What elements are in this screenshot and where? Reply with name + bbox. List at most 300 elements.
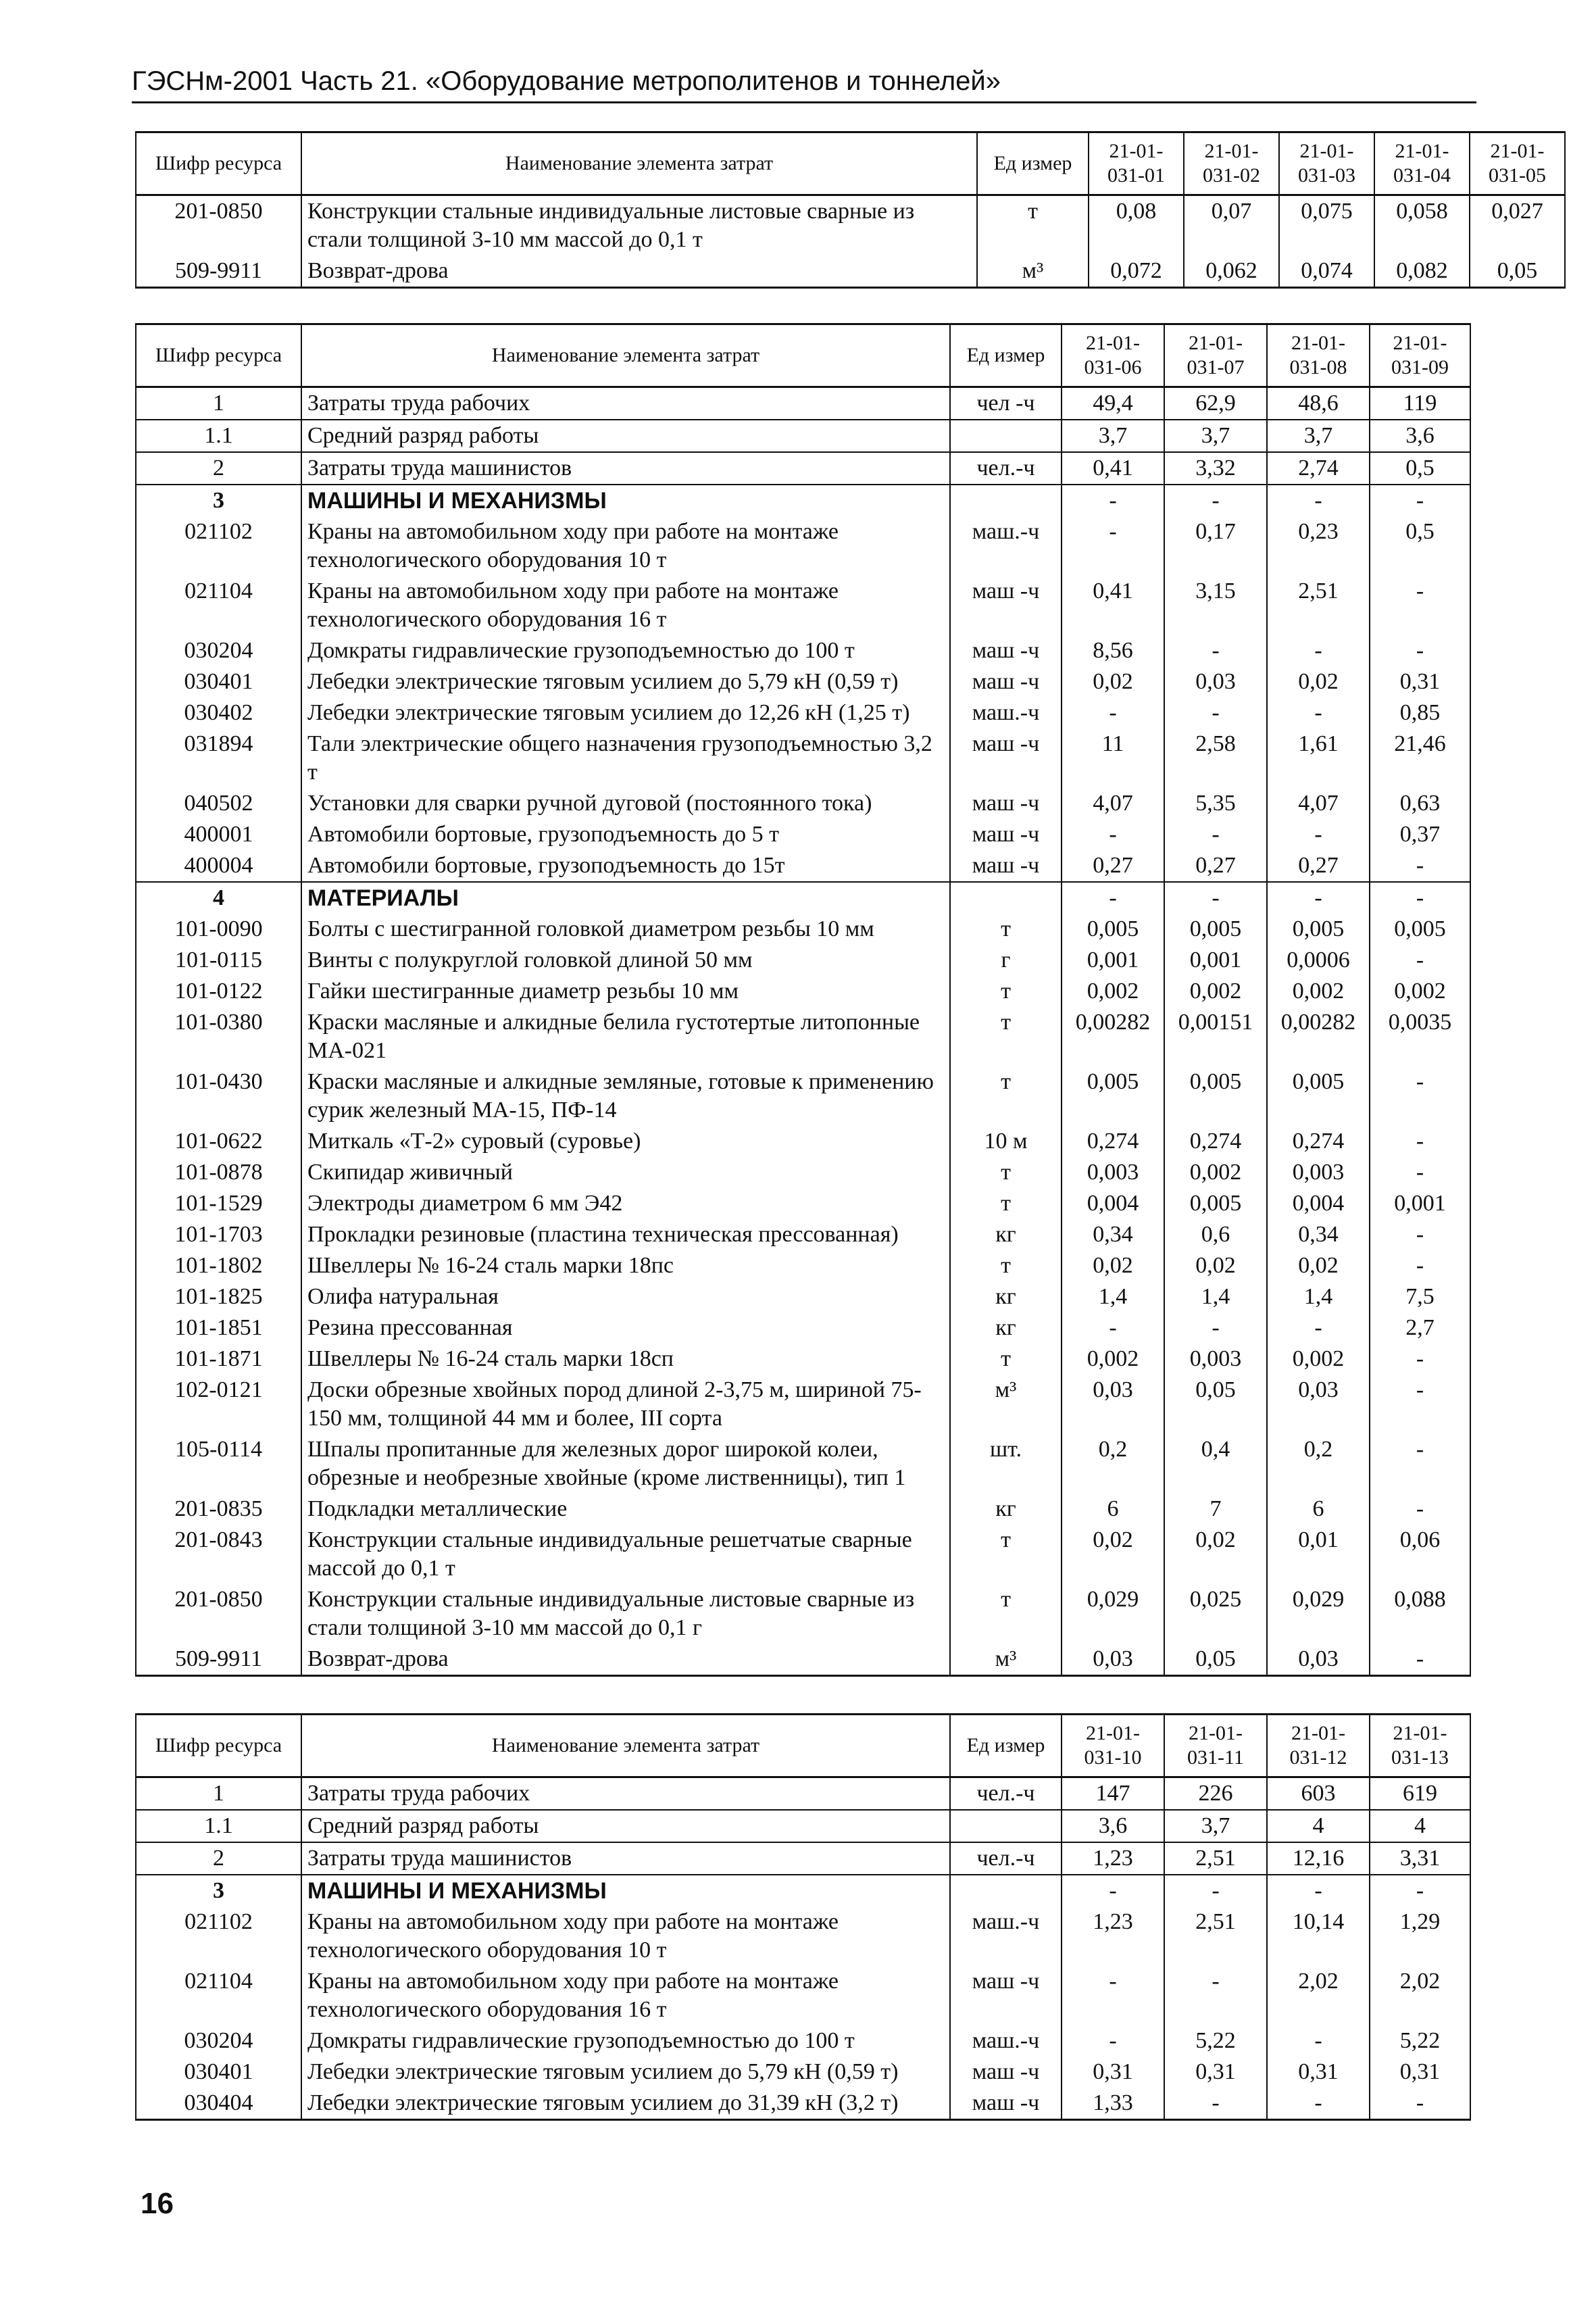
row-value: 0,6 (1164, 1219, 1267, 1250)
row-unit (950, 1810, 1062, 1842)
table-row (136, 1777, 1470, 1811)
row-unit: т (950, 1584, 1062, 1644)
row-value: 0,005 (1164, 1188, 1267, 1219)
table-row (136, 666, 1470, 697)
row-value: 0,001 (1370, 1188, 1470, 1219)
row-name: Лебедки электрические тяговым усилием до 12,26 кН (1,25 т) (301, 697, 950, 729)
row-value: - (1370, 1219, 1470, 1250)
row-code: 509-9911 (136, 255, 301, 288)
row-value: - (1062, 485, 1164, 516)
row-value: 21,46 (1370, 729, 1470, 788)
row-code: 201-0850 (136, 1584, 301, 1644)
row-value: 3,7 (1062, 420, 1164, 452)
row-name: Возврат-дрова (301, 1644, 950, 1676)
table-row (136, 1066, 1470, 1126)
header-unit: Ед измер (950, 1715, 1062, 1777)
table-row (136, 945, 1470, 976)
row-name: Затраты труда машинистов (301, 452, 950, 485)
header-unit: Ед измер (950, 324, 1062, 387)
row-code: 201-0843 (136, 1525, 301, 1584)
row-code: 101-0380 (136, 1007, 301, 1066)
row-value: 6 (1062, 1494, 1164, 1525)
header-col: 21-01-031-10 (1062, 1715, 1164, 1777)
row-unit: т (950, 1188, 1062, 1219)
page-header-title: ГЭСНм-2001 Часть 21. «Оборудование метрополитенов и тоннелей» (132, 66, 1001, 96)
row-unit: м³ (950, 1644, 1062, 1676)
row-value: - (1062, 697, 1164, 729)
row-value: 5,22 (1164, 2025, 1267, 2057)
table-row (136, 635, 1470, 666)
row-value: 0,03 (1062, 1375, 1164, 1434)
row-value: 2,58 (1164, 729, 1267, 788)
row-value: 0,02 (1062, 1250, 1164, 1281)
row-value: 1,4 (1164, 1281, 1267, 1312)
row-value: 0,005 (1267, 1066, 1370, 1126)
row-value: 0,5 (1370, 452, 1470, 485)
row-name: Конструкции стальные индивидуальные решетчатые сварные массой до 0,1 т (301, 1525, 950, 1584)
header-col: 21-01-031-05 (1470, 132, 1565, 195)
row-value: - (1062, 1875, 1164, 1906)
row-value: 0,02 (1062, 1525, 1164, 1584)
row-value: - (1062, 516, 1164, 576)
row-value: 0,274 (1062, 1126, 1164, 1157)
row-code: 030401 (136, 666, 301, 697)
row-unit: маш -ч (950, 635, 1062, 666)
header-code: Шифр ресурса (136, 132, 301, 195)
row-value: 0,274 (1164, 1126, 1267, 1157)
row-value: 0,001 (1062, 945, 1164, 976)
row-value: 0,004 (1267, 1188, 1370, 1219)
row-value: - (1164, 1312, 1267, 1344)
row-unit: м³ (950, 1375, 1062, 1434)
row-value: 4,07 (1062, 788, 1164, 819)
header-col: 21-01-031-07 (1164, 324, 1267, 387)
resource-table-3 (135, 1713, 1471, 2121)
row-code: 101-0115 (136, 945, 301, 976)
row-value: 0,00282 (1267, 1007, 1370, 1066)
row-unit: т (950, 1250, 1062, 1281)
row-value: 0,07 (1184, 195, 1279, 256)
row-code: 021104 (136, 576, 301, 635)
row-value: 0,002 (1267, 1344, 1370, 1375)
table-row (136, 1966, 1470, 2025)
table-row (136, 1157, 1470, 1188)
row-unit: маш.-ч (950, 697, 1062, 729)
row-value: 619 (1370, 1777, 1470, 1811)
row-value: 0,005 (1267, 914, 1370, 945)
row-value: 0,02 (1164, 1250, 1267, 1281)
table-row (136, 914, 1470, 945)
row-value: 4 (1267, 1810, 1370, 1842)
row-value: 0,34 (1267, 1219, 1370, 1250)
header-code: Шифр ресурса (136, 1715, 301, 1777)
row-value: - (1370, 635, 1470, 666)
row-unit: кг (950, 1312, 1062, 1344)
row-code: 201-0850 (136, 195, 301, 256)
table-row (136, 1525, 1470, 1584)
header-col: 21-01-031-01 (1089, 132, 1184, 195)
row-value: - (1164, 819, 1267, 850)
row-value: - (1370, 945, 1470, 976)
row-value: 0,27 (1164, 850, 1267, 882)
row-value: 0,003 (1164, 1344, 1267, 1375)
header-name: Наименование элемента затрат (301, 1715, 950, 1777)
row-value: 0,34 (1062, 1219, 1164, 1250)
row-value: 0,002 (1062, 1344, 1164, 1375)
row-value: - (1267, 1875, 1370, 1906)
row-value: - (1267, 697, 1370, 729)
row-unit (950, 420, 1062, 452)
row-value: 0,088 (1370, 1584, 1470, 1644)
row-name: Затраты труда рабочих (301, 387, 950, 420)
row-value: 12,16 (1267, 1842, 1370, 1875)
row-code: 030402 (136, 697, 301, 729)
row-unit (950, 485, 1062, 516)
row-value: - (1267, 2088, 1370, 2120)
row-name: МАШИНЫ И МЕХАНИЗМЫ (301, 485, 950, 516)
row-unit: маш -ч (950, 2057, 1062, 2088)
row-unit (950, 882, 1062, 914)
table-row (136, 1375, 1470, 1434)
header-col: 21-01-031-13 (1370, 1715, 1470, 1777)
row-value: 0,005 (1062, 1066, 1164, 1126)
row-name: Прокладки резиновые (пластина техническая прессованная) (301, 1219, 950, 1250)
row-value: - (1370, 576, 1470, 635)
row-value: - (1370, 1250, 1470, 1281)
row-value: - (1370, 850, 1470, 882)
row-name: Шпалы пропитанные для железных дорог широкой колеи, обрезные и необрезные хвойные (кроме лиственницы), тип 1 (301, 1434, 950, 1494)
row-code: 3 (136, 485, 301, 516)
row-code: 101-1529 (136, 1188, 301, 1219)
row-name: Миткаль «Т-2» суровый (суровье) (301, 1126, 950, 1157)
table-row (136, 1906, 1470, 1966)
page-number: 16 (141, 2187, 174, 2220)
row-value: 0,31 (1062, 2057, 1164, 2088)
header-col: 21-01-031-04 (1374, 132, 1470, 195)
table-row (136, 788, 1470, 819)
row-value: 0,2 (1267, 1434, 1370, 1494)
row-value: 0,027 (1470, 195, 1565, 256)
row-value: 49,4 (1062, 387, 1164, 420)
row-name: Винты с полукруглой головкой длиной 50 мм (301, 945, 950, 976)
row-code: 400001 (136, 819, 301, 850)
row-value: 0,074 (1279, 255, 1374, 288)
header-unit: Ед измер (977, 132, 1089, 195)
row-code: 030204 (136, 2025, 301, 2057)
row-name: Краски масляные и алкидные белила густотертые литопонные МА-021 (301, 1007, 950, 1066)
row-value: 1,4 (1267, 1281, 1370, 1312)
row-value: 6 (1267, 1494, 1370, 1525)
row-name: Краны на автомобильном ходу при работе на монтаже технологического оборудования 16 т (301, 576, 950, 635)
row-value: 4,07 (1267, 788, 1370, 819)
row-value: - (1370, 1644, 1470, 1676)
row-value: 0,17 (1164, 516, 1267, 576)
row-code: 1.1 (136, 1810, 301, 1842)
row-value: 1,33 (1062, 2088, 1164, 2120)
table-row (136, 1644, 1470, 1676)
row-value: 0,062 (1184, 255, 1279, 288)
row-value: 0,05 (1164, 1644, 1267, 1676)
row-value: - (1267, 1312, 1370, 1344)
table-row (136, 729, 1470, 788)
row-unit (950, 1875, 1062, 1906)
row-name: Лебедки электрические тяговым усилием до 5,79 кН (0,59 т) (301, 666, 950, 697)
row-unit: маш -ч (950, 819, 1062, 850)
row-value: 0,08 (1089, 195, 1184, 256)
row-value: - (1164, 1875, 1267, 1906)
header-code: Шифр ресурса (136, 324, 301, 387)
row-value: 0,41 (1062, 452, 1164, 485)
row-name: Швеллеры № 16-24 сталь марки 18пс (301, 1250, 950, 1281)
row-value: - (1164, 697, 1267, 729)
row-value: 1,61 (1267, 729, 1370, 788)
row-value: 0,02 (1267, 666, 1370, 697)
row-value: 0,2 (1062, 1434, 1164, 1494)
row-value: 0,0006 (1267, 945, 1370, 976)
row-value: 0,63 (1370, 788, 1470, 819)
row-value: 2,02 (1370, 1966, 1470, 2025)
row-unit: т (950, 1157, 1062, 1188)
row-code: 1.1 (136, 420, 301, 452)
row-code: 101-1825 (136, 1281, 301, 1312)
row-value: - (1062, 1312, 1164, 1344)
row-value: 0,31 (1370, 666, 1470, 697)
row-value: - (1267, 2025, 1370, 2057)
row-unit: маш -ч (950, 666, 1062, 697)
row-value: - (1370, 1434, 1470, 1494)
table-row (136, 420, 1470, 452)
table-row (136, 976, 1470, 1007)
row-code: 101-1871 (136, 1344, 301, 1375)
row-name: Средний разряд работы (301, 420, 950, 452)
row-value: 147 (1062, 1777, 1164, 1811)
row-value: 0,01 (1267, 1525, 1370, 1584)
row-value: 0,03 (1062, 1644, 1164, 1676)
table-row (136, 1007, 1470, 1066)
row-code: 030404 (136, 2088, 301, 2120)
table-row (136, 452, 1470, 485)
row-value: 0,5 (1370, 516, 1470, 576)
row-value: 0,03 (1267, 1644, 1370, 1676)
table-header-row (136, 1715, 1470, 1777)
row-unit: м³ (977, 255, 1089, 288)
row-unit: маш -ч (950, 1966, 1062, 2025)
table-row (136, 1312, 1470, 1344)
row-value: - (1370, 2088, 1470, 2120)
row-value: 0,03 (1267, 1375, 1370, 1434)
row-value: 8,56 (1062, 635, 1164, 666)
row-value: 62,9 (1164, 387, 1267, 420)
row-value: 0,06 (1370, 1525, 1470, 1584)
row-value: 0,002 (1267, 976, 1370, 1007)
table-row (136, 819, 1470, 850)
row-unit: маш -ч (950, 729, 1062, 788)
resource-table-2 (135, 323, 1471, 1677)
table-row (136, 850, 1470, 882)
row-code: 101-0878 (136, 1157, 301, 1188)
table-row (136, 195, 1565, 256)
table-row (136, 516, 1470, 576)
row-value: 0,27 (1062, 850, 1164, 882)
row-value: 119 (1370, 387, 1470, 420)
row-value: 0,029 (1267, 1584, 1370, 1644)
table-row (136, 1584, 1470, 1644)
row-value: 3,6 (1370, 420, 1470, 452)
row-value: 0,0035 (1370, 1007, 1470, 1066)
row-code: 031894 (136, 729, 301, 788)
row-value: 0,37 (1370, 819, 1470, 850)
row-value: 0,27 (1267, 850, 1370, 882)
row-code: 030401 (136, 2057, 301, 2088)
row-value: 1,23 (1062, 1906, 1164, 1966)
row-name: Установки для сварки ручной дуговой (постоянного тока) (301, 788, 950, 819)
row-value: - (1370, 1494, 1470, 1525)
row-value: 0,072 (1089, 255, 1184, 288)
row-unit: чел.-ч (950, 1777, 1062, 1811)
row-value: 3,7 (1164, 1810, 1267, 1842)
row-value: - (1370, 1066, 1470, 1126)
row-name: Электроды диаметром 6 мм Э42 (301, 1188, 950, 1219)
row-code: 021104 (136, 1966, 301, 2025)
table-header-row (136, 324, 1470, 387)
header-rule (132, 101, 1476, 103)
table-row (136, 255, 1565, 288)
row-value: 0,005 (1164, 1066, 1267, 1126)
row-name: Швеллеры № 16-24 сталь марки 18сп (301, 1344, 950, 1375)
row-unit: т (977, 195, 1089, 256)
row-unit: т (950, 914, 1062, 945)
row-name: Краны на автомобильном ходу при работе на монтаже технологического оборудования 16 т (301, 1966, 950, 2025)
row-value: 0,002 (1164, 1157, 1267, 1188)
row-code: 101-1703 (136, 1219, 301, 1250)
row-value: - (1062, 882, 1164, 914)
row-value: 2,51 (1267, 576, 1370, 635)
row-value: 0,41 (1062, 576, 1164, 635)
header-col: 21-01-031-09 (1370, 324, 1470, 387)
row-code: 1 (136, 387, 301, 420)
header-col: 21-01-031-02 (1184, 132, 1279, 195)
row-value: 0,058 (1374, 195, 1470, 256)
row-value: 11 (1062, 729, 1164, 788)
row-value: 0,31 (1370, 2057, 1470, 2088)
row-value: 0,4 (1164, 1434, 1267, 1494)
row-code: 105-0114 (136, 1434, 301, 1494)
table-row (136, 387, 1470, 420)
row-value: - (1164, 485, 1267, 516)
row-value: 0,31 (1164, 2057, 1267, 2088)
table-row (136, 576, 1470, 635)
row-value: 3,15 (1164, 576, 1267, 635)
header-name: Наименование элемента затрат (301, 324, 950, 387)
row-name: Краны на автомобильном ходу при работе на монтаже технологического оборудования 10 т (301, 1906, 950, 1966)
table-row (136, 1434, 1470, 1494)
row-value: 0,85 (1370, 697, 1470, 729)
table-row (136, 1875, 1470, 1906)
row-name: Лебедки электрические тяговым усилием до 5,79 кН (0,59 т) (301, 2057, 950, 2088)
row-value: 603 (1267, 1777, 1370, 1811)
row-value: - (1062, 2025, 1164, 2057)
row-name: Болты с шестигранной головкой диаметром резьбы 10 мм (301, 914, 950, 945)
row-code: 400004 (136, 850, 301, 882)
row-code: 101-1851 (136, 1312, 301, 1344)
row-name: Резина прессованная (301, 1312, 950, 1344)
row-code: 101-0122 (136, 976, 301, 1007)
row-value: - (1062, 819, 1164, 850)
row-value: 5,22 (1370, 2025, 1470, 2057)
row-unit: шт. (950, 1434, 1062, 1494)
row-value: - (1062, 1966, 1164, 2025)
row-name: Конструкции стальные индивидуальные листовые сварные из стали толщиной 3-10 мм массой до 0,1 т (301, 195, 977, 256)
row-value: 3,7 (1267, 420, 1370, 452)
row-value: 0,05 (1164, 1375, 1267, 1434)
row-value: 1,23 (1062, 1842, 1164, 1875)
row-unit: маш.-ч (950, 516, 1062, 576)
row-name: Автомобили бортовые, грузоподъемность до 5 т (301, 819, 950, 850)
row-code: 101-0430 (136, 1066, 301, 1126)
row-code: 101-0622 (136, 1126, 301, 1157)
row-code: 2 (136, 452, 301, 485)
row-unit: чел.-ч (950, 1842, 1062, 1875)
row-unit: т (950, 1525, 1062, 1584)
row-code: 040502 (136, 788, 301, 819)
row-name: Затраты труда рабочих (301, 1777, 950, 1811)
row-name: Олифа натуральная (301, 1281, 950, 1312)
table-row (136, 1810, 1470, 1842)
row-unit: т (950, 1007, 1062, 1066)
row-value: - (1267, 819, 1370, 850)
table-row (136, 1219, 1470, 1250)
header-col: 21-01-031-06 (1062, 324, 1164, 387)
row-value: 5,35 (1164, 788, 1267, 819)
row-value: 4 (1370, 1810, 1470, 1842)
row-value: 3,7 (1164, 420, 1267, 452)
table-row (136, 2025, 1470, 2057)
row-value: 0,005 (1164, 914, 1267, 945)
row-name: МАТЕРИАЛЫ (301, 882, 950, 914)
row-value: 0,075 (1279, 195, 1374, 256)
row-name: Подкладки металлические (301, 1494, 950, 1525)
row-code: 101-1802 (136, 1250, 301, 1281)
row-value: 10,14 (1267, 1906, 1370, 1966)
row-name: Скипидар живичный (301, 1157, 950, 1188)
row-value: 7,5 (1370, 1281, 1470, 1312)
row-value: 0,00151 (1164, 1007, 1267, 1066)
table-row (136, 1188, 1470, 1219)
row-code: 201-0835 (136, 1494, 301, 1525)
row-unit: маш -ч (950, 576, 1062, 635)
row-value: - (1164, 882, 1267, 914)
row-value: 1,29 (1370, 1906, 1470, 1966)
table-row (136, 485, 1470, 516)
row-code: 509-9911 (136, 1644, 301, 1676)
row-unit: т (950, 1344, 1062, 1375)
row-unit: маш -ч (950, 850, 1062, 882)
row-value: 0,23 (1267, 516, 1370, 576)
row-value: - (1164, 2088, 1267, 2120)
row-name: Домкраты гидравлические грузоподъемностью до 100 т (301, 2025, 950, 2057)
row-value: 0,002 (1370, 976, 1470, 1007)
row-value: 0,02 (1164, 1525, 1267, 1584)
row-name: Конструкции стальные индивидуальные листовые сварные из стали толщиной 3-10 мм массой до 0,1 г (301, 1584, 950, 1644)
row-unit: 10 м (950, 1126, 1062, 1157)
row-name: Домкраты гидравлические грузоподъемностью до 100 т (301, 635, 950, 666)
row-value: - (1164, 1966, 1267, 2025)
table-row (136, 2088, 1470, 2120)
row-value: 0,02 (1267, 1250, 1370, 1281)
row-value: 0,001 (1164, 945, 1267, 976)
row-value: - (1370, 1375, 1470, 1434)
row-name: Средний разряд работы (301, 1810, 950, 1842)
